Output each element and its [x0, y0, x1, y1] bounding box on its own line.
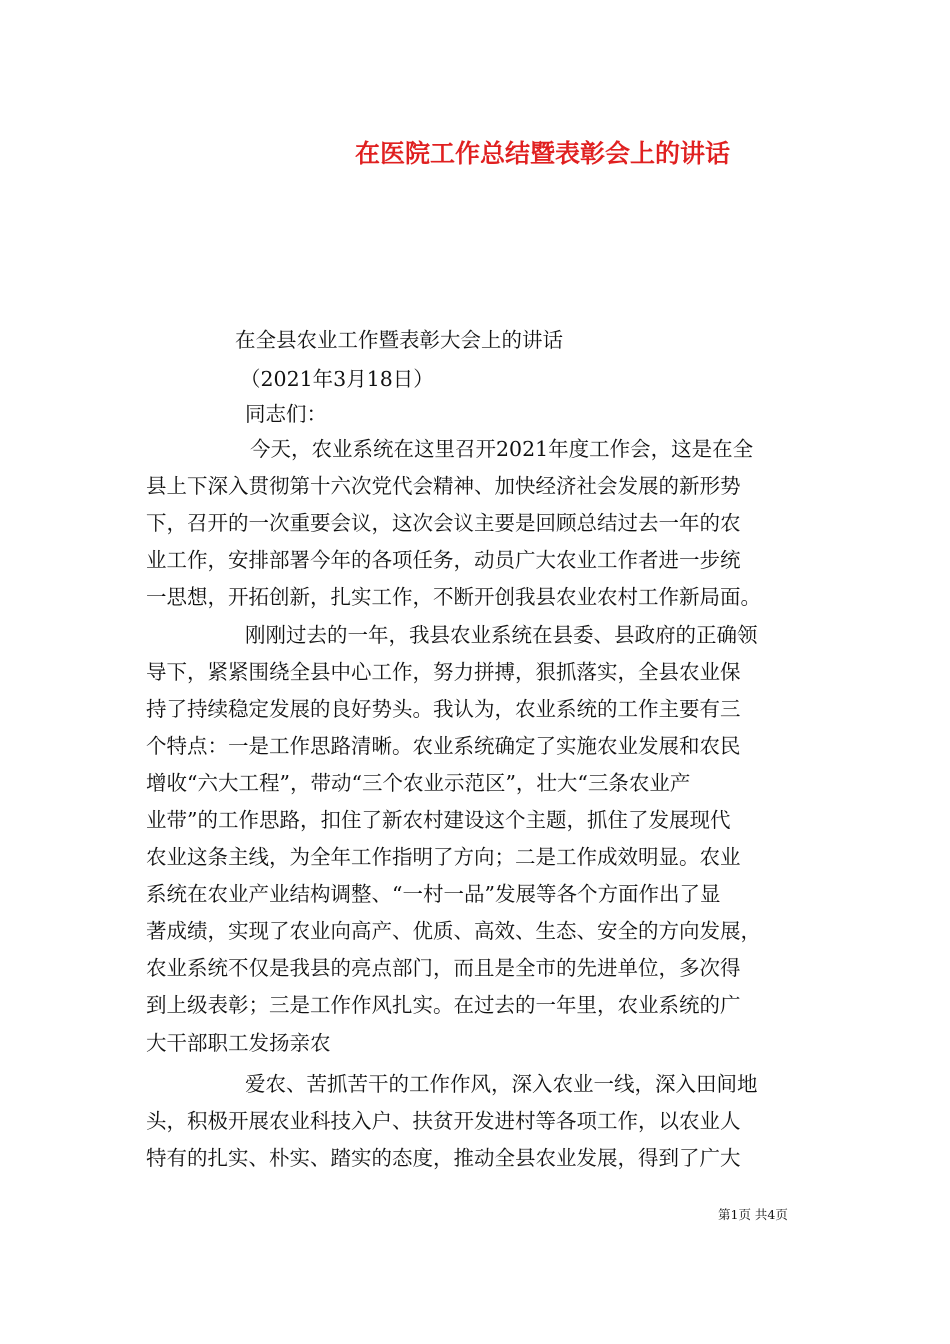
body-line: 县上下深入贯彻第十六次党代会精神、加快经济社会发展的新形势 [146, 474, 741, 498]
body-line: 农业这条主线，为全年工作指明了方向；二是工作成效明显。农业 [146, 845, 741, 869]
body-line: 农业系统不仅是我县的亮点部门，而且是全市的先进单位，多次得 [146, 956, 741, 980]
body-line: 刚刚过去的一年，我县农业系统在县委、县政府的正确领 [245, 623, 758, 647]
body-line: 业带”的工作思路，扣住了新农村建设这个主题，抓住了发展现代 [146, 808, 731, 832]
body-line: 爱农、苦抓苦干的工作作风，深入农业一线，深入田间地 [245, 1072, 758, 1096]
body-line: 系统在农业产业结构调整、“一村一品”发展等各个方面作出了显 [146, 882, 721, 906]
body-line: 大干部职工发扬亲农 [146, 1031, 331, 1055]
speech-title: 在全县农业工作暨表彰大会上的讲话 [235, 328, 563, 352]
speech-date: （2021年3月18日） [240, 367, 434, 391]
salutation: 同志们： [245, 402, 327, 426]
body-line: 头，积极开展农业科技入户、扶贫开发进村等各项工作，以农业人 [146, 1109, 741, 1133]
body-line: 特有的扎实、朴实、踏实的态度，推动全县农业发展，得到了广大 [146, 1146, 741, 1170]
body-line: 下，召开的一次重要会议，这次会议主要是回顾总结过去一年的农 [146, 511, 741, 535]
body-line: 到上级表彰；三是工作作风扎实。在过去的一年里，农业系统的广 [146, 993, 741, 1017]
body-line: 增收“六大工程”，带动“三个农业示范区”，壮大“三条农业产 [146, 771, 691, 795]
page-number: 第1页 共4页 [718, 1207, 788, 1222]
body-line: 今天，农业系统在这里召开2021年度工作会，这是在全 [250, 437, 754, 461]
body-line: 一思想，开拓创新，扎实工作，不断开创我县农业农村工作新局面。 [146, 585, 761, 609]
body-line: 持了持续稳定发展的良好势头。我认为，农业系统的工作主要有三 [146, 697, 741, 721]
body-line: 著成绩，实现了农业向高产、优质、高效、生态、安全的方向发展， [146, 919, 761, 943]
body-line: 个特点：一是工作思路清晰。农业系统确定了实施农业发展和农民 [146, 734, 741, 758]
body-line: 业工作，安排部署今年的各项任务，动员广大农业工作者进一步统 [146, 548, 741, 572]
body-line: 导下，紧紧围绕全县中心工作，努力拼搏，狠抓落实，全县农业保 [146, 660, 741, 684]
document-title: 在医院工作总结暨表彰会上的讲话 [355, 139, 731, 168]
